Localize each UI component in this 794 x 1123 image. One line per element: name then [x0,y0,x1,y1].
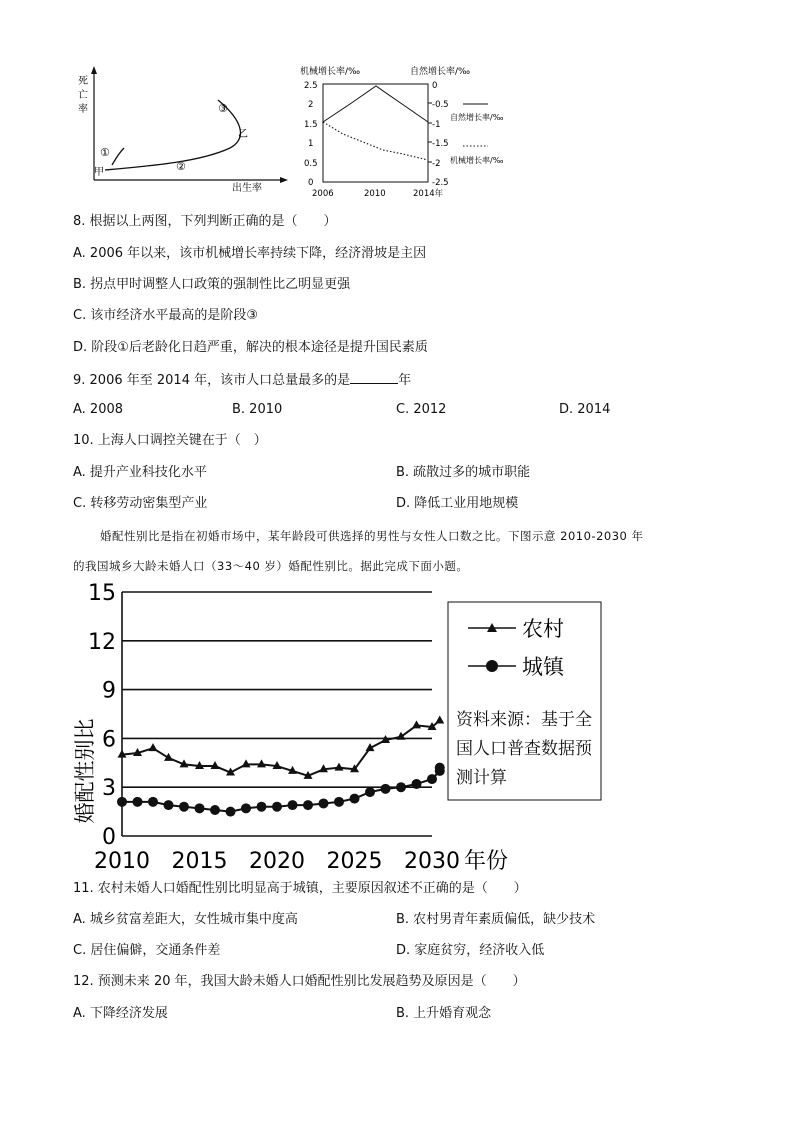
rural-point [242,759,251,767]
urban-point [257,802,267,812]
right-tick: -1.5 [432,139,449,149]
q9-option-c[interactable]: C. 2012 [396,402,447,417]
x-tick-label: 2025 [326,849,383,874]
right-tick: -0.5 [432,100,449,110]
legend-natural: 自然增长率/‰ [450,113,504,122]
chart-y-label: 婚配性别比 [73,718,97,824]
intro-line-1: 婚配性别比是指在初婚市场中，某年龄段可供选择的男性与女性人口数之比。下图示意 2010-2030 年 [100,529,644,543]
chart-legend [448,602,601,800]
curve-y-label-3: 率 [78,104,88,115]
curve-y-label-2: 亡 [78,90,88,101]
q10-option-d[interactable]: D. 降低工业用地规模 [396,496,519,511]
urban-point [117,797,127,807]
q12-option-b[interactable]: B. 上升婚育观念 [396,1006,492,1021]
x-axis-suffix: 年份 [464,849,509,874]
q8-option-d[interactable]: D. 阶段①后老龄化日趋严重，解决的根本途径是提升国民素质 [73,340,428,355]
q9-stem [73,371,411,389]
x-tick-label: 2015 [171,849,228,874]
left-tick: 1.5 [304,120,318,130]
intro-line-2: 的我国城乡大龄未婚人口（33～40 岁）婚配性别比。据此完成下面小题。 [73,559,469,573]
q8-stem: 8. 根据以上两图，下列判断正确的是（ ） [73,214,337,229]
rate-right-title: 自然增长率/‰ [410,67,471,77]
rate-x-tick: 2006 [312,189,334,199]
y-tick-label: 3 [102,776,116,802]
urban-point [210,805,220,815]
marriage-ratio-chart [60,580,620,878]
birth-death-curve-figure [70,62,290,192]
left-tick: 1 [308,139,314,149]
urban-point [226,807,236,817]
left-tick: 2.5 [304,81,318,91]
q10-stem: 10. 上海人口调控关键在于（ ） [73,433,267,448]
y-tick-label: 0 [102,825,116,850]
point-yi: 乙 [238,129,248,140]
legend-rural: 农村 [522,617,564,641]
q10-option-b[interactable]: B. 疏散过多的城市职能 [396,465,531,480]
curve-y-label-1: 死 [78,76,88,87]
rural-point [412,720,421,728]
point-jia: 甲 [94,167,104,178]
q12-option-a[interactable]: A. 下降经济发展 [73,1006,168,1021]
rate-x-tick: 2014年 [413,189,444,199]
urban-point [195,803,205,813]
urban-point [365,787,375,797]
chart-x-ticks [94,849,508,874]
urban-point [179,802,189,812]
rate-left-title: 机械增长率/‰ [300,67,361,77]
q9-blank[interactable] [350,371,398,384]
left-tick: 0 [308,178,314,188]
q8-option-a[interactable]: A. 2006 年以来，该市机械增长率持续下降，经济滑坡是主因 [73,246,427,261]
urban-point [319,798,329,808]
q9-stem-year: 年 [398,373,412,388]
right-tick: -1 [432,120,441,130]
x-tick-label: 2030 [404,849,460,874]
urban-point [435,763,445,773]
y-tick-label: 15 [88,581,116,606]
right-tick: -2.5 [432,178,449,188]
rural-point [435,716,444,724]
urban-point [164,800,174,810]
y-tick-label: 9 [102,678,116,704]
urban-point [396,782,406,792]
urban-point [133,797,143,807]
q8-option-b[interactable]: B. 拐点甲时调整人口政策的强制性比乙明显更强 [73,277,351,292]
urban-point [381,784,391,794]
x-tick-label: 2020 [249,849,305,874]
q10-option-c[interactable]: C. 转移劳动密集型产业 [73,496,208,511]
left-tick: 0.5 [304,159,318,169]
rural-series-line [122,721,440,776]
urban-point [412,779,422,789]
q9-option-a[interactable]: A. 2008 [73,402,124,417]
rural-point [335,763,344,771]
q9-option-b[interactable]: B. 2010 [232,402,283,417]
right-tick: 0 [432,81,438,91]
x-tick-label: 2010 [94,849,150,874]
q11-option-c[interactable]: C. 居住偏僻，交通条件差 [73,943,221,958]
q11-option-d[interactable]: D. 家庭贫穷，经济收入低 [396,943,545,958]
rural-point [397,732,406,740]
q8-option-c[interactable]: C. 该市经济水平最高的是阶段③ [73,308,258,323]
urban-point [241,803,251,813]
left-tick: 2 [308,100,314,110]
urban-point [288,800,298,810]
chart-gridlines [122,592,432,836]
q9-option-d[interactable]: D. 2014 [559,402,611,417]
stage-1-label: ① [100,146,110,159]
urban-point [334,797,344,807]
urban-point [350,794,360,804]
y-tick-label: 6 [102,727,116,753]
urban-point [272,802,282,812]
rate-x-tick: 2010 [364,189,386,199]
curve-x-label: 出生率 [232,183,262,192]
q11-option-b[interactable]: B. 农村男青年素质偏低，缺少技术 [396,912,596,927]
q10-option-a[interactable]: A. 提升产业科技化水平 [73,465,207,480]
chart-series [117,716,445,817]
rural-point [149,743,158,751]
q11-stem: 11. 农村未婚人口婚配性别比明显高于城镇，主要原因叙述不正确的是（ ） [73,881,527,896]
rural-point [257,759,266,767]
q9-stem-text: 9. 2006 年至 2014 年，该市人口总量最多的是 [73,373,351,388]
right-tick: -2 [432,159,441,169]
urban-point [427,774,437,784]
urban-point [148,797,158,807]
legend-urban: 城镇 [522,655,564,679]
chart-source-note: 资料来源：基于全国人口普查数据预测计算 [456,710,592,788]
urban-point [303,800,313,810]
stage-2-label: ② [176,160,186,173]
y-tick-label: 12 [88,629,116,655]
stage-3-label: ③ [218,102,228,115]
q11-option-a[interactable]: A. 城乡贫富差距大，女性城市集中度高 [73,912,298,927]
q12-stem: 12. 预测未来 20 年，我国大龄未婚人口婚配性别比发展趋势及原因是（ ） [73,974,526,989]
growth-rate-figure [298,62,528,202]
legend-mech: 机械增长率/‰ [450,156,504,165]
